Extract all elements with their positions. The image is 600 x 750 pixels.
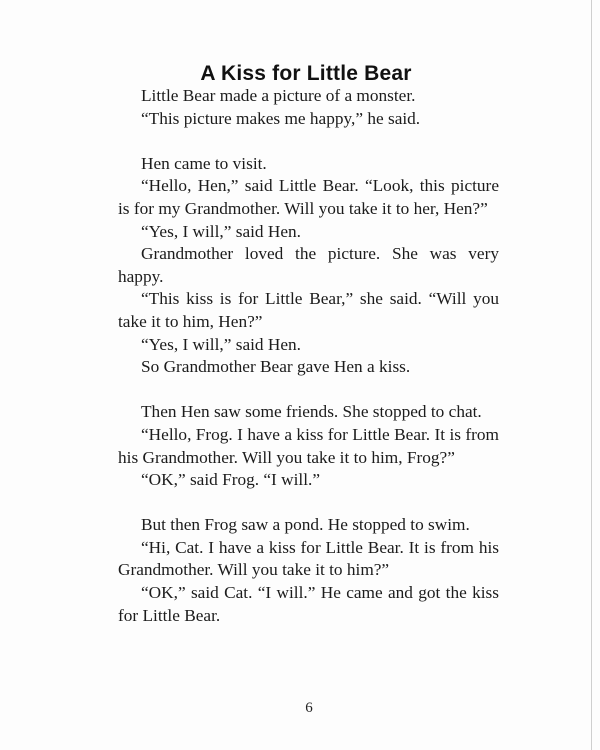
story-section <box>118 514 499 627</box>
story-paragraph: “This kiss is for Little Bear,” she said. “Will you take it to him, Hen?” <box>118 289 499 331</box>
story-paragraph: “Yes, I will,” said Hen. <box>141 334 301 354</box>
page-number: 6 <box>305 700 313 716</box>
story-paragraph: “Hello, Hen,” said Little Bear. “Look, this picture is for my Grandmother. Will you take it to her, Hen?” <box>118 176 499 218</box>
story-paragraph: So Grandmother Bear gave Hen a kiss. <box>141 357 411 377</box>
story-text <box>118 85 499 627</box>
page-edge-line <box>591 0 592 750</box>
story-paragraph: “OK,” said Frog. “I will.” <box>141 470 321 490</box>
page-title: A Kiss for Little Bear <box>200 62 412 86</box>
story-paragraph: “Hi, Cat. I have a kiss for Little Bear. It is from his Grandmother. Will you take it to him?” <box>118 537 499 580</box>
story-section <box>118 401 499 491</box>
story-paragraph: Then Hen saw some friends. She stopped to chat. <box>141 402 482 422</box>
story-section <box>118 153 499 379</box>
story-paragraph: But then Frog saw a pond. He stopped to swim. <box>141 515 470 535</box>
story-paragraph: “OK,” said Cat. “I will.” He came and got the kiss for Little Bear. <box>118 583 499 625</box>
story-paragraph: “Hello, Frog. I have a kiss for Little Bear. It is from his Grandmother. Will you take it to him, Frog?” <box>118 424 499 467</box>
story-paragraph: Little Bear made a picture of a monster. <box>141 86 416 105</box>
story-section <box>118 85 499 130</box>
story-paragraph: “This picture makes me happy,” he said. <box>141 108 421 128</box>
story-paragraph: Grandmother loved the picture. She was very happy. <box>118 244 499 286</box>
story-paragraph: “Yes, I will,” said Hen. <box>141 221 301 241</box>
story-paragraph: Hen came to visit. <box>141 153 267 173</box>
